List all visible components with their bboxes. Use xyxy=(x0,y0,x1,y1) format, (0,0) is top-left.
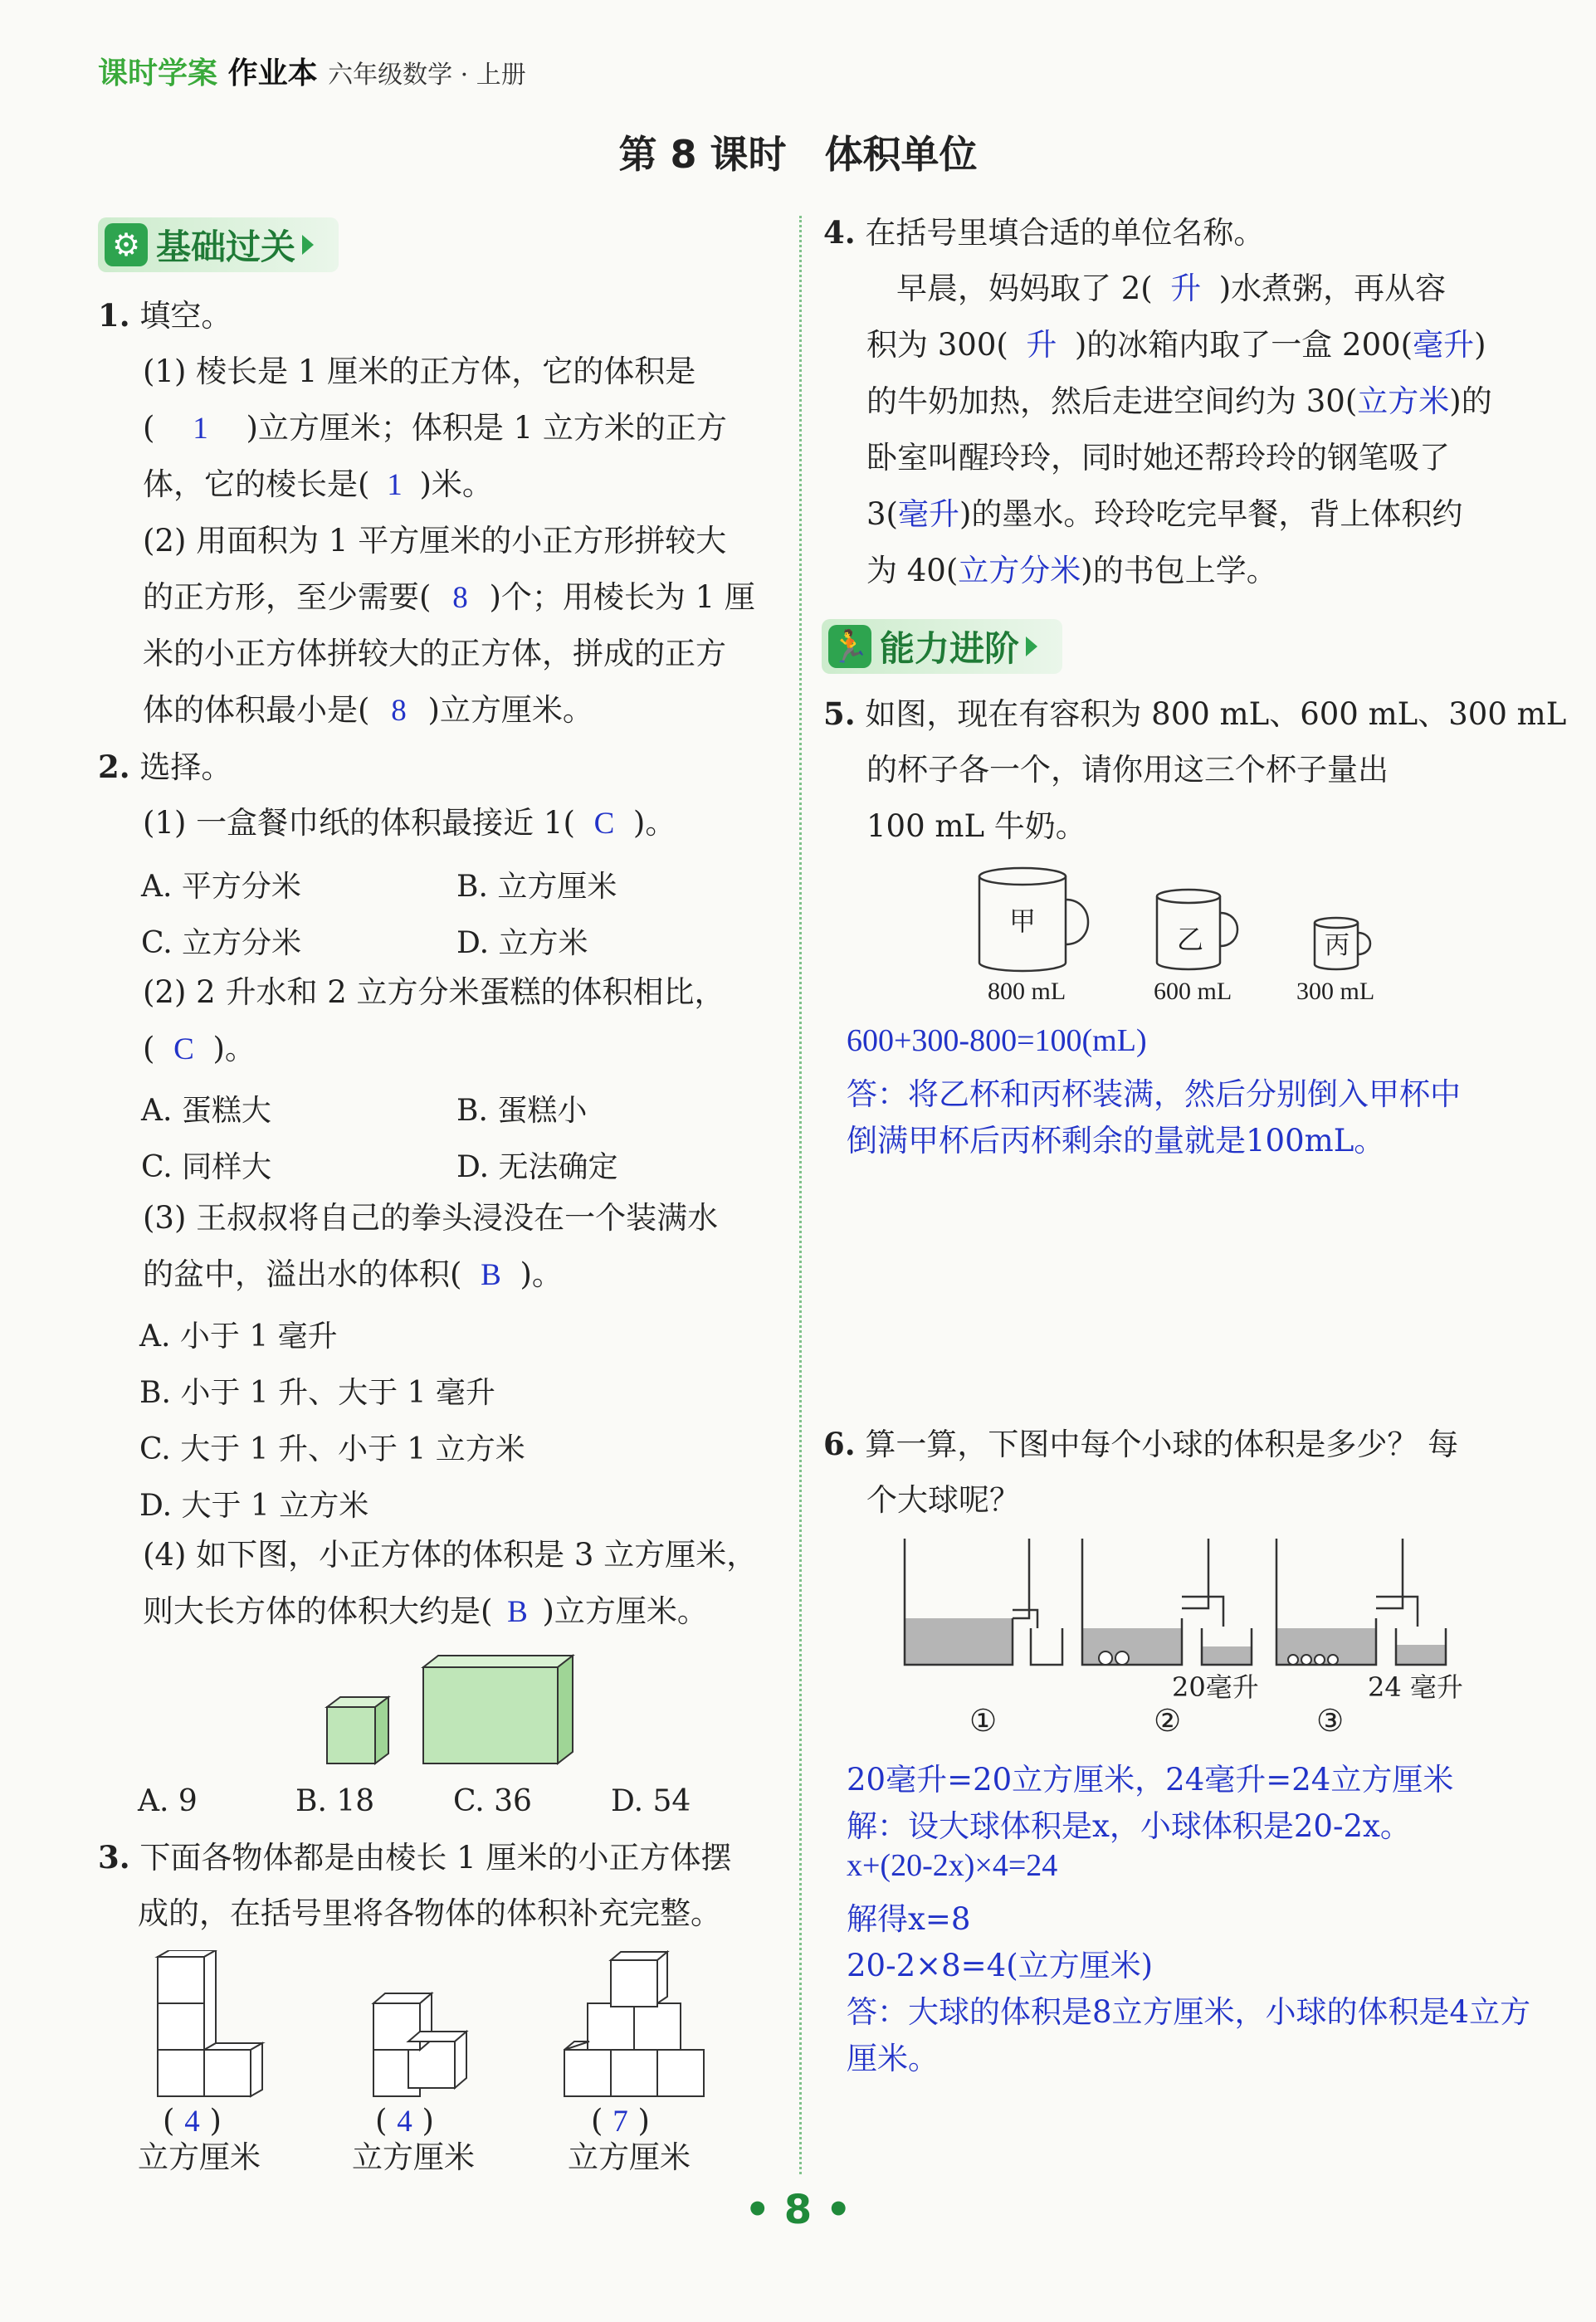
arrow-icon xyxy=(302,235,314,255)
q4-stem: 4. 在括号里填合适的单位名称。 xyxy=(823,214,1265,251)
q2-p4: 则大长方体的体积大约是( B )立方厘米。 xyxy=(143,1583,708,1641)
answer: C xyxy=(173,1032,194,1066)
option: D. 无法确定 xyxy=(456,1150,618,1184)
cup-capacity: 800 mL xyxy=(988,978,1066,1005)
answer: 升 xyxy=(1170,272,1202,306)
beaker-3 xyxy=(1276,1539,1446,1665)
answer: C xyxy=(593,807,615,841)
q5-line: 100 mL 牛奶。 xyxy=(866,808,1086,844)
q2-p2: (2) 2 升水和 2 立方分米蛋糕的体积相比， xyxy=(143,974,725,1010)
answer: 升 xyxy=(1026,327,1057,363)
cup-capacity: 600 mL xyxy=(1154,978,1232,1005)
q2-p3: (3) 王叔叔将自己的拳头浸没在一个装满水 xyxy=(143,1200,719,1236)
option: D. 大于 1 立方米 xyxy=(139,1489,369,1523)
q3-unit: 立方厘米 xyxy=(568,2139,691,2175)
beaker-2 xyxy=(1082,1539,1252,1665)
q1-stem: 1. 填空。 xyxy=(98,297,232,334)
cup-capacity: 300 mL xyxy=(1296,978,1375,1005)
q4-line: 积为 300( 升 )的冰箱内取了一盒 200(毫升) xyxy=(866,317,1486,373)
q1-line: 米的小正方体拼较大的正方体，拼成的正方 xyxy=(143,636,726,671)
book-type: 作业本 xyxy=(227,56,318,90)
cup-label: 甲 xyxy=(1009,905,1037,937)
q1-line: ( 1 )立方厘米；体积是 1 立方米的正方 xyxy=(143,400,727,457)
answer: 毫升 xyxy=(897,496,959,532)
figure-number: ③ xyxy=(1316,1703,1345,1739)
answer: 1 xyxy=(193,412,208,446)
arrow-icon xyxy=(1026,637,1037,656)
small-cube xyxy=(327,1697,388,1763)
section-basic-label: 基础过关 xyxy=(156,227,296,267)
q1-line: (1) 棱长是 1 厘米的正方体，它的体积是 xyxy=(143,354,696,389)
subject: 六年级数学 · 上册 xyxy=(328,61,526,90)
q1-line: 体的体积最小是( 8 )立方厘米。 xyxy=(143,682,593,739)
q5-answer: 答：将乙杯和丙杯装满，然后分别倒入甲杯中 xyxy=(847,1076,1461,1112)
section-advance-label: 能力进阶 xyxy=(880,628,1020,669)
option: C. 立方分米 xyxy=(141,926,302,960)
figure-number: ① xyxy=(969,1703,998,1739)
q3-line: 成的，在括号里将各物体的体积补充完整。 xyxy=(138,1895,721,1931)
q6-answer: 答：大球的体积是8立方厘米，小球的体积是4立方 xyxy=(847,1994,1531,2030)
q6-answer: x+(20-2x)×4=24 xyxy=(847,1848,1058,1883)
beaker-label: 20毫升 xyxy=(1172,1671,1259,1703)
q3-answer-3: ( 7 ) xyxy=(591,2103,650,2139)
book-header xyxy=(98,50,526,92)
q4-line: 的牛奶加热，然后走进空间约为 30(立方米)的 xyxy=(866,383,1492,419)
q3-unit: 立方厘米 xyxy=(352,2139,475,2175)
option: A. 小于 1 毫升 xyxy=(139,1320,338,1354)
q3-answer-2: ( 4 ) xyxy=(375,2103,434,2139)
q6-answer: 解得x=8 xyxy=(847,1901,971,1937)
q6-answer: 解：设大球体积是x，小球体积是20-2x。 xyxy=(847,1808,1411,1844)
q1-line: 的正方形，至少需要( 8 )个；用棱长为 1 厘 xyxy=(143,569,755,627)
answer: 8 xyxy=(391,694,407,728)
q5-answer: 倒满甲杯后丙杯剩余的量就是100mL。 xyxy=(847,1123,1385,1159)
option: A. 蛋糕大 xyxy=(141,1094,271,1128)
q4-line: 3(毫升)的墨水。玲玲吃完早餐，背上体积约 xyxy=(866,496,1463,532)
beaker-label: 24 毫升 xyxy=(1368,1671,1463,1703)
option: A. 9 xyxy=(138,1784,198,1818)
block-shape-2 xyxy=(373,1993,466,2096)
q4-line: 卧室叫醒玲玲，同时她还帮玲玲的钢笔吸了 xyxy=(866,440,1450,476)
q1-line: (2) 用面积为 1 平方厘米的小正方形拼较大 xyxy=(143,523,727,559)
figure-number: ② xyxy=(1154,1703,1182,1739)
option: B. 18 xyxy=(295,1784,375,1818)
q6-answer: 厘米。 xyxy=(847,2041,939,2076)
q5-answer: 600+300-800=100(mL) xyxy=(847,1023,1147,1058)
column-divider xyxy=(799,216,802,2174)
page-title: 第 8 课时 体积单位 xyxy=(618,132,978,177)
q3-answer-1: ( 4 ) xyxy=(163,2103,222,2139)
option: C. 同样大 xyxy=(141,1150,272,1184)
section-basic xyxy=(98,217,339,272)
q5-line: 的杯子各一个，请你用这三个杯子量出 xyxy=(866,752,1389,788)
cup-label: 丙 xyxy=(1325,931,1350,960)
answer: 1 xyxy=(387,468,403,502)
q6-answer: 20毫升=20立方厘米，24毫升=24立方厘米 xyxy=(847,1762,1454,1798)
block-figures xyxy=(149,1950,714,2100)
q2-stem: 2. 选择。 xyxy=(98,749,232,785)
q2-p3: 的盆中，溢出水的体积( B )。 xyxy=(143,1246,563,1304)
answer: B xyxy=(507,1595,528,1629)
q6-line: 6. 算一算，下图中每个小球的体积是多少？ 每 xyxy=(823,1426,1459,1462)
big-cuboid xyxy=(423,1656,573,1763)
page-number: • 8 • xyxy=(744,2187,852,2233)
beaker-1 xyxy=(905,1539,1062,1665)
option: D. 立方米 xyxy=(456,926,588,960)
q4-line: 为 40(立方分米)的书包上学。 xyxy=(866,553,1277,588)
answer: 8 xyxy=(452,581,468,615)
answer: 毫升 xyxy=(1413,327,1475,363)
q2-p2: ( C )。 xyxy=(143,1021,256,1078)
cube-figure xyxy=(315,1647,598,1772)
q3-line: 3. 下面各物体都是由棱长 1 厘米的小正方体摆 xyxy=(98,1839,732,1876)
runner-icon: 🏃 xyxy=(828,625,871,668)
answer: B xyxy=(481,1258,501,1292)
beakers-figure xyxy=(896,1535,1477,1676)
answer: 立方分米 xyxy=(958,553,1081,588)
option: B. 立方厘米 xyxy=(456,870,617,904)
q2-p4: (4) 如下图，小正方体的体积是 3 立方厘米， xyxy=(143,1537,758,1573)
q6-line: 个大球呢？ xyxy=(866,1482,1020,1518)
block-shape-1 xyxy=(158,1950,262,2096)
block-shape-3 xyxy=(564,1952,704,2096)
option: B. 蛋糕小 xyxy=(456,1094,588,1128)
q2-p1: (1) 一盒餐巾纸的体积最接近 1( C )。 xyxy=(143,795,676,852)
option: C. 大于 1 升、小于 1 立方米 xyxy=(139,1432,525,1466)
option: A. 平方分米 xyxy=(141,870,301,904)
answer: 立方米 xyxy=(1357,383,1450,419)
brand: 课时学案 xyxy=(98,56,218,90)
gear-icon: ⚙ xyxy=(105,223,148,266)
option: D. 54 xyxy=(611,1784,691,1818)
q6-answer: 20-2×8=4(立方厘米) xyxy=(847,1948,1154,1983)
q4-line: 早晨，妈妈取了 2( 升 )水煮粥，再从容 xyxy=(896,261,1446,318)
option: C. 36 xyxy=(453,1784,532,1818)
q1-line: 体，它的棱长是( 1 )米。 xyxy=(143,456,493,514)
section-advance xyxy=(822,619,1062,674)
q3-unit: 立方厘米 xyxy=(138,2139,261,2175)
cup-label: 乙 xyxy=(1177,924,1204,955)
q5-line: 5. 如图，现在有容积为 800 mL、600 mL、300 mL xyxy=(823,695,1567,732)
option: B. 小于 1 升、大于 1 毫升 xyxy=(139,1376,495,1410)
